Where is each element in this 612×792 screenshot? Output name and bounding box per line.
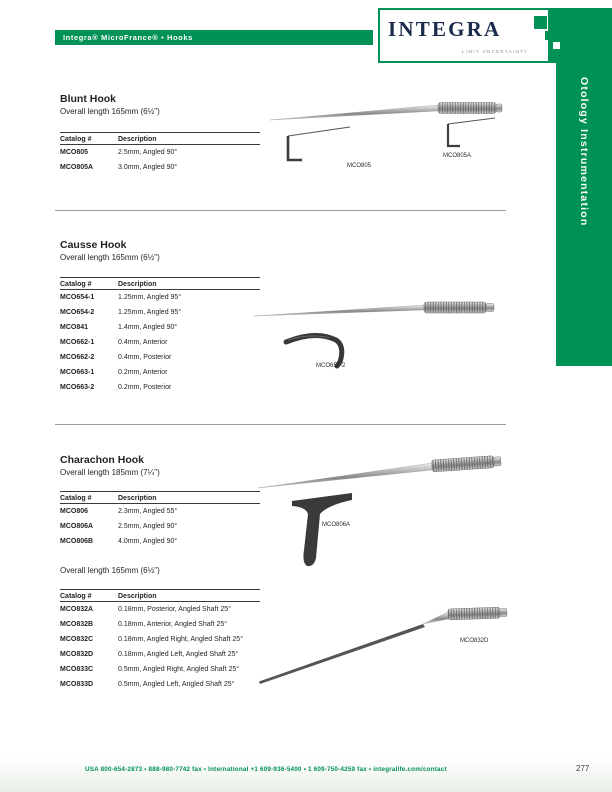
product-description: 0.2mm, Anterior: [118, 369, 168, 376]
product-description: 0.18mm, Angled Right, Angled Shaft 25°: [118, 636, 243, 643]
product-description: 3.0mm, Angled 90°: [118, 164, 178, 171]
table-row: [60, 290, 260, 305]
product-description: 1.25mm, Angled 95°: [118, 294, 182, 301]
catalog-number: MCO841: [60, 324, 89, 331]
product-table-causse: [60, 277, 260, 395]
catalog-number: MCO805A: [60, 164, 94, 171]
catalog-number: MCO654-1: [60, 294, 95, 301]
column-header-catalog: Catalog #: [60, 281, 92, 288]
logo-tagline: LIMIT UNCERTAINTY: [462, 49, 529, 54]
product-description: 0.4mm, Posterior: [118, 354, 172, 361]
table-row: [60, 350, 260, 365]
blunt-hook-drawing: [252, 96, 507, 174]
product-description: 0.18mm, Anterior, Angled Shaft 25°: [118, 621, 228, 628]
product-description: 2.5mm, Angled 90°: [118, 523, 178, 530]
section-subtitle: Overall length 165mm (6½"): [60, 566, 160, 575]
table-row: [60, 534, 260, 549]
section-title-charachon-hook: Charachon Hook: [60, 454, 145, 466]
footer-contact: USA 800-654-2873 ▪ 888-980-7742 fax ▪ International +1 609-936-5400 ▪ 1 609-750-4259 fax ▪ integralife.com/contact: [85, 766, 447, 773]
column-header-description: Description: [118, 593, 157, 600]
table-header: [60, 132, 260, 145]
causse-hook-drawing: [248, 296, 503, 381]
section-subtitle: Overall length 165mm (6½"): [60, 107, 160, 116]
product-description: 2.3mm, Angled 55°: [118, 508, 178, 515]
section-subtitle: Overall length 165mm (6½"): [60, 253, 160, 262]
column-header-catalog: Catalog #: [60, 495, 92, 502]
chapter-tab: [556, 63, 612, 366]
catalog-number: MCO663-2: [60, 384, 95, 391]
section-subtitle: Overall length 185mm (7¼"): [60, 468, 160, 477]
logo-square-icon: [545, 31, 554, 40]
catalog-number: MCO662-2: [60, 354, 95, 361]
section-divider: [55, 424, 506, 425]
column-header-catalog: Catalog #: [60, 136, 92, 143]
logo-square-icon: [553, 42, 560, 49]
section-title-causse-hook: Causse Hook: [60, 239, 127, 251]
instrument-label: MCO832D: [460, 638, 489, 644]
product-description: 0.2mm, Posterior: [118, 384, 172, 391]
column-header-description: Description: [118, 281, 157, 288]
page-number: 277: [576, 764, 590, 773]
table-row: [60, 602, 260, 617]
footer-band: [0, 758, 612, 792]
catalog-number: MCO654-2: [60, 309, 95, 316]
instrument-label: MCO654-2: [316, 363, 346, 369]
logo-square-icon: [562, 51, 567, 56]
product-table-charachon-1: [60, 491, 260, 549]
product-description: 0.18mm, Posterior, Angled Shaft 25°: [118, 606, 231, 613]
table-row: [60, 677, 260, 692]
table-row: [60, 305, 260, 320]
product-description: 4.0mm, Angled 90°: [118, 538, 178, 545]
catalog-number: MCO832C: [60, 636, 94, 643]
catalog-number: MCO832B: [60, 621, 94, 628]
product-description: 0.5mm, Angled Right, Angled Shaft 25°: [118, 666, 240, 673]
catalog-number: MCO832A: [60, 606, 94, 613]
breadcrumb-text: Integra® MicroFrance® ▪ Hooks: [63, 33, 193, 42]
product-description: 1.25mm, Angled 95°: [118, 309, 182, 316]
table-row: [60, 380, 260, 395]
catalog-number: MCO806: [60, 508, 89, 515]
product-description: 0.18mm, Angled Left, Angled Shaft 25°: [118, 651, 239, 658]
product-table-blunt: [60, 132, 260, 175]
section-divider: [55, 210, 506, 211]
table-row: [60, 617, 260, 632]
product-table-charachon-2: [60, 589, 260, 692]
catalog-number: MCO662-1: [60, 339, 95, 346]
table-row: [60, 647, 260, 662]
catalog-number: MCO663-1: [60, 369, 95, 376]
table-header: [60, 277, 260, 290]
table-row: [60, 160, 260, 175]
product-description: 1.4mm, Angled 90°: [118, 324, 178, 331]
breadcrumb: [55, 30, 373, 45]
logo-square-icon: [534, 16, 547, 29]
column-header-catalog: Catalog #: [60, 593, 92, 600]
table-row: [60, 519, 260, 534]
table-header: [60, 491, 260, 504]
catalog-number: MCO806B: [60, 538, 94, 545]
table-row: [60, 662, 260, 677]
column-header-description: Description: [118, 136, 157, 143]
product-description: 0.5mm, Angled Left, Angled Shaft 25°: [118, 681, 235, 688]
catalog-number: MCO833D: [60, 681, 94, 688]
product-description: 0.4mm, Anterior: [118, 339, 168, 346]
catalog-number: MCO833C: [60, 666, 94, 673]
table-header: [60, 589, 260, 602]
instrument-label: MCO806A: [322, 522, 351, 528]
product-description: 2.5mm, Angled 90°: [118, 149, 178, 156]
catalog-number: MCO805: [60, 149, 89, 156]
section-title-blunt-hook: Blunt Hook: [60, 93, 116, 105]
charachon-hook-drawing: [248, 450, 508, 575]
integra-logo: INTEGRA: [388, 17, 502, 41]
table-row: [60, 320, 260, 335]
table-row: [60, 365, 260, 380]
table-row: [60, 504, 260, 519]
catalog-number: MCO806A: [60, 523, 94, 530]
instrument-label: MCO805: [347, 163, 372, 169]
table-row: [60, 632, 260, 647]
column-header-description: Description: [118, 495, 157, 502]
catalog-number: MCO832D: [60, 651, 94, 658]
table-row: [60, 335, 260, 350]
table-row: [60, 145, 260, 160]
instrument-label: MCO805A: [443, 153, 472, 159]
chapter-tab-label: Otology Instrumentation: [578, 77, 590, 227]
